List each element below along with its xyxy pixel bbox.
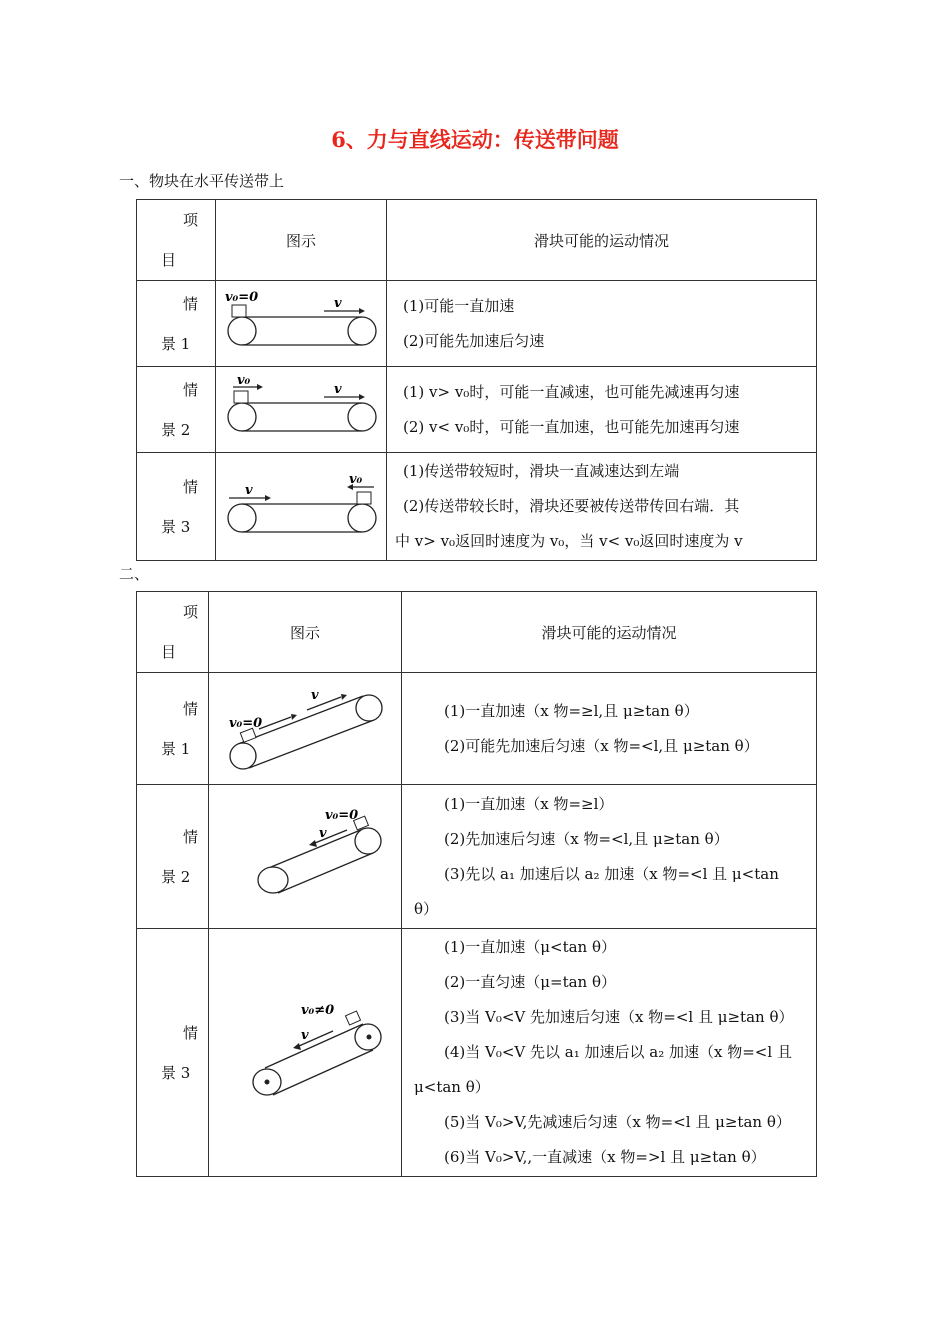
incline-figure xyxy=(209,929,402,1177)
v-label: v xyxy=(333,295,342,311)
v0-label: v₀ xyxy=(348,471,362,487)
header-item: 项 目 xyxy=(137,592,209,673)
scenario-label: 情 景 3 xyxy=(137,453,216,561)
table-inclined-belt xyxy=(136,591,817,1177)
belt-figure xyxy=(216,453,387,561)
v0-label: v₀=0 xyxy=(325,807,359,823)
header-item: 项 目 xyxy=(137,200,216,281)
header-motion: 滑块可能的运动情况 xyxy=(402,592,817,673)
table-horizontal-belt xyxy=(136,199,817,561)
incline-figure xyxy=(209,785,402,929)
scenario-label: 情 景 2 xyxy=(137,785,209,929)
scenario-label: 情 景 1 xyxy=(137,673,209,785)
section-2-heading: 二、 xyxy=(119,565,150,583)
scenario-label: 情 景 3 xyxy=(137,929,209,1177)
v-label: v xyxy=(244,482,253,498)
header-figure: 图示 xyxy=(216,200,387,281)
v0-label: v₀=0 xyxy=(229,715,263,731)
table-row xyxy=(137,929,817,1177)
v-label: v xyxy=(333,381,342,397)
motion-cell: (1)一直加速（x 物=≥l） (2)先加速后匀速（x 物=<l,且 μ≥tan θ） (3)先以 a₁ 加速后以 a₂ 加速（x 物=<l 且 μ<tan θ） xyxy=(402,785,817,929)
motion-cell: (1)一直加速（x 物=≥l,且 μ≥tan θ） (2)可能先加速后匀速（x 物=<l,且 μ≥tan θ） xyxy=(402,673,817,785)
v-label: v xyxy=(301,1027,309,1043)
scenario-label: 情 景 2 xyxy=(137,367,216,453)
v0-label: v₀ xyxy=(236,374,250,388)
belt-figure xyxy=(216,367,387,453)
table-row xyxy=(137,367,817,453)
table-row xyxy=(137,785,817,929)
belt-figure xyxy=(216,281,387,367)
v0-label: v₀=0 xyxy=(224,289,258,305)
scenario-label: 情 景 1 xyxy=(137,281,216,367)
table-row xyxy=(137,453,817,561)
page-title: 6、力与直线运动：传送带问题 xyxy=(331,127,619,152)
section-1-heading: 一、物块在水平传送带上 xyxy=(119,172,285,190)
motion-cell: (1)传送带较短时，滑块一直减速达到左端 (2)传送带较长时，滑块还要被传送带传回右端．其 中 v> v₀返回时速度为 v₀，当 v< v₀返回时速度为 v xyxy=(387,453,817,561)
motion-cell: (1) v> v₀时，可能一直减速，也可能先减速再匀速 (2) v< v₀时，可能一直加速，也可能先加速再匀速 xyxy=(387,367,817,453)
v-label: v xyxy=(311,687,319,703)
motion-cell: (1)一直加速（μ<tan θ） (2)一直匀速（μ=tan θ） (3)当 V₀<V 先加速后匀速（x 物=<l 且 μ≥tan θ） (4)当 V₀<V 先以 a₁ 加速后以 a₂ 加速（x 物=<l 且 μ<tan θ） (5)当 V₀>V,先减速后匀速（x 物=<l 且 μ≥tan θ） (6)当 V₀>V,,一直减速（x 物=>l 且 μ≥tan θ） xyxy=(402,929,817,1177)
motion-cell: (1)可能一直加速 (2)可能先加速后匀速 xyxy=(387,281,817,367)
v0-label: v₀≠0 xyxy=(301,1002,335,1018)
table-row xyxy=(137,673,817,785)
header-motion: 滑块可能的运动情况 xyxy=(387,200,817,281)
table-row xyxy=(137,281,817,367)
v-label: v xyxy=(319,825,327,841)
header-figure: 图示 xyxy=(209,592,402,673)
incline-figure xyxy=(209,673,402,785)
